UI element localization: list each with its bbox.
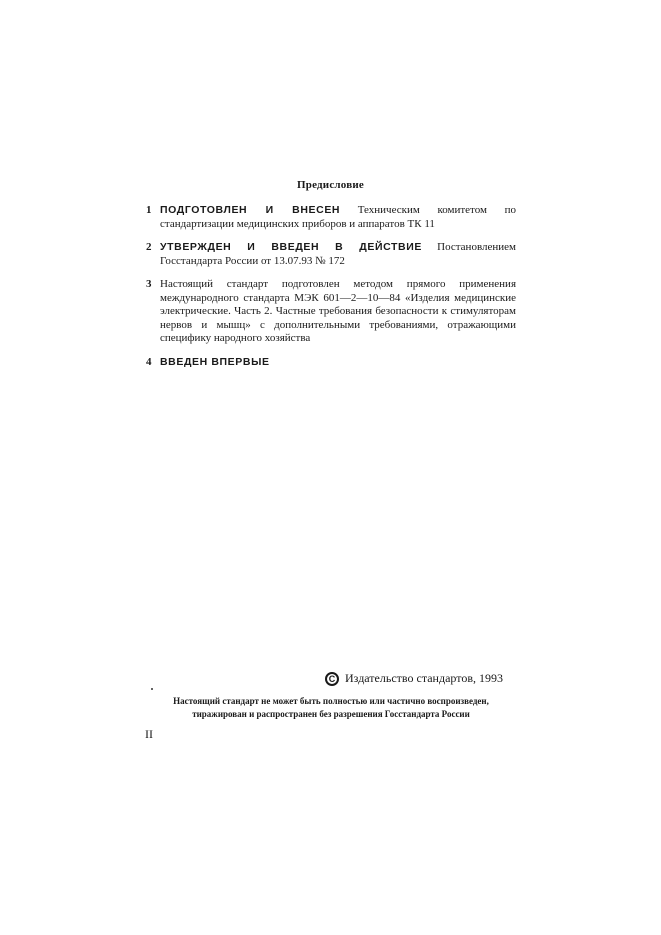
item-text	[160, 356, 516, 370]
item-number: 4	[146, 355, 152, 368]
item-number: 2	[146, 241, 152, 253]
preface-item-4	[146, 356, 516, 370]
copyright-text: Издательство стандартов, 1993	[345, 671, 503, 685]
preface-items	[146, 204, 516, 379]
item-number: 3	[146, 278, 152, 290]
preface-item-1	[146, 204, 516, 231]
item-text	[160, 278, 516, 346]
reproduction-notice: Настоящий стандарт не может быть полностью или частично воспроизведен, тиражирован и распространен без разрешения Госстандарта России	[173, 696, 489, 719]
item-text	[160, 204, 516, 231]
preface-item-2	[146, 241, 516, 268]
item-caps: ПОДГОТОВЛЕН И ВНЕСЕН	[160, 204, 341, 216]
preface-item-3	[146, 278, 516, 346]
item-text	[160, 241, 516, 268]
print-speck	[151, 688, 153, 690]
item-caps: УТВЕРЖДЕН И ВВЕДЕН В ДЕЙСТВИЕ	[160, 241, 422, 253]
item-body: Техническим комитетом по стандартизации медицинских приборов и аппаратов ТК 11	[160, 204, 516, 230]
preface-heading: Предисловие	[297, 179, 364, 191]
item-number: 1	[146, 204, 152, 216]
copyright-line	[325, 671, 503, 686]
page-number: II	[145, 727, 153, 741]
item-caps: ВВЕДЕН ВПЕРВЫЕ	[160, 355, 270, 368]
copyright-icon: C	[325, 672, 339, 686]
item-body: Постановлением Госстандарта России от 13.07.93 № 172	[160, 241, 516, 267]
item-body: Настоящий стандарт подготовлен методом прямого применения международного стандарта МЭК 601—2—10—84 «Изделия медицинские электрические. Часть 2. Частные требования безопасности к стимуляторам нервов и мышц» с дополнительными требованиями, отражающими специфику народного хозяйства	[160, 278, 516, 344]
